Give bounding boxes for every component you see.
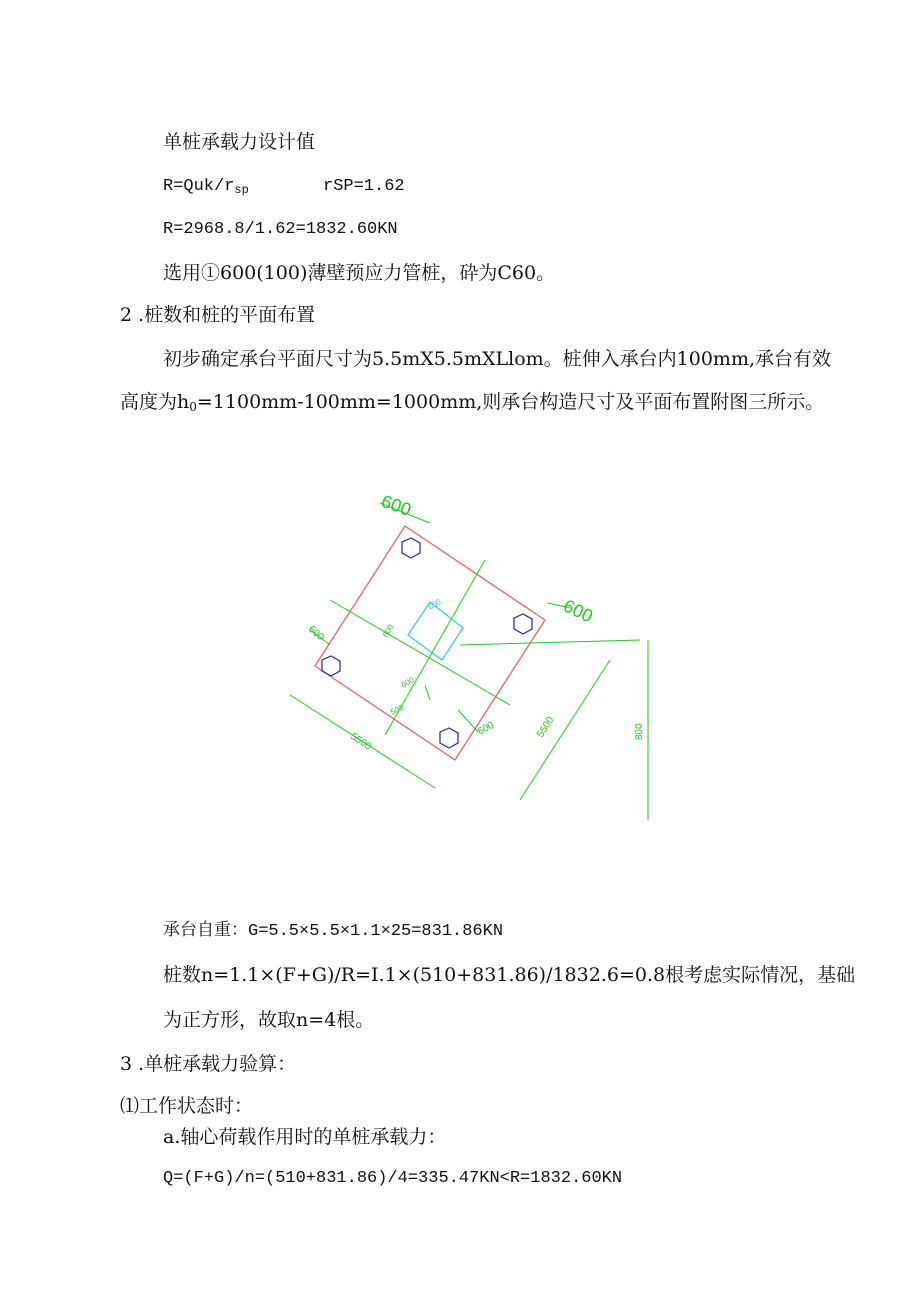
formula-r-subscript: sp — [234, 183, 249, 197]
pile-count-1: 桩数n=1.1×(F+G)/R=I.1×(510+831.86)/1832.6=0.8根考虑实际情况，基础 — [163, 964, 856, 986]
h0-prefix: 高度为h — [120, 391, 190, 413]
column — [408, 602, 463, 660]
dim-right-label: 600 — [560, 595, 596, 627]
formula-r — [163, 175, 249, 202]
dim-column-a-label: 600 — [426, 597, 443, 612]
cap-outline — [315, 526, 545, 760]
dim-column-d-label: 500 — [389, 703, 405, 717]
pile-count-2: 为正方形，故取n=4根。 — [163, 1009, 375, 1031]
pile-bottom — [440, 728, 458, 748]
working-state-heading: ⑴工作状态时： — [120, 1095, 254, 1117]
paragraph-cap-size-1: 初步确定承台平面尺寸为5.5mX5.5mXLlom。桩伸入承台内100mm,承台有效 — [163, 348, 832, 370]
pile-top — [402, 538, 420, 558]
formula-r-value: R=2968.8/1.62=1832.60KN — [163, 220, 398, 239]
axial-load-heading: a.轴心荷载作用时的单桩承载力： — [163, 1126, 447, 1148]
section-3-heading: 3 .单桩承载力验算： — [120, 1053, 297, 1075]
dim-right-long-label: 5500 — [535, 714, 557, 740]
axial-load-formula: Q=(F+G)/n=(510+831.86)/4=335.47KN<R=1832.60KN — [163, 1169, 623, 1188]
dim-bottom-label: 5500 — [348, 731, 374, 753]
cap-self-weight: 承台自重：G=5.5×5.5×1.1×25=831.86KN — [163, 922, 504, 941]
dim-left-label: 600 — [306, 623, 326, 644]
pile-left — [322, 656, 340, 676]
paragraph-cap-size-2 — [120, 390, 824, 419]
pile-selection: 选用①600(100)薄壁预应力管桩，砕为C60。 — [163, 262, 556, 284]
section-2-heading: 2 .桩数和桩的平面布置 — [120, 304, 316, 326]
dim-vertical-label: 800 — [634, 723, 645, 740]
pile-right — [514, 614, 532, 634]
dim-top-label: 600 — [378, 490, 414, 521]
formula-r-text: R=Quk/r — [163, 177, 235, 196]
dim-column-b-label: 600 — [380, 622, 396, 639]
formula-rsp: rSP=1.62 — [323, 177, 405, 196]
dimension-lines — [290, 503, 648, 820]
piles — [322, 538, 532, 748]
dim-column-c-label: 600 — [399, 675, 416, 690]
h0-subscript: 0 — [189, 400, 197, 414]
center-lines — [330, 560, 640, 735]
heading-pile-capacity: 单桩承载力设计值 — [163, 131, 316, 153]
dim-bottom-inner-label: 600 — [476, 719, 496, 738]
h0-suffix: =1100mm-100mm=1000mm,则承台构造尺寸及平面布置附图三所示。 — [196, 391, 825, 413]
pile-cap-layout-drawing — [270, 470, 670, 850]
